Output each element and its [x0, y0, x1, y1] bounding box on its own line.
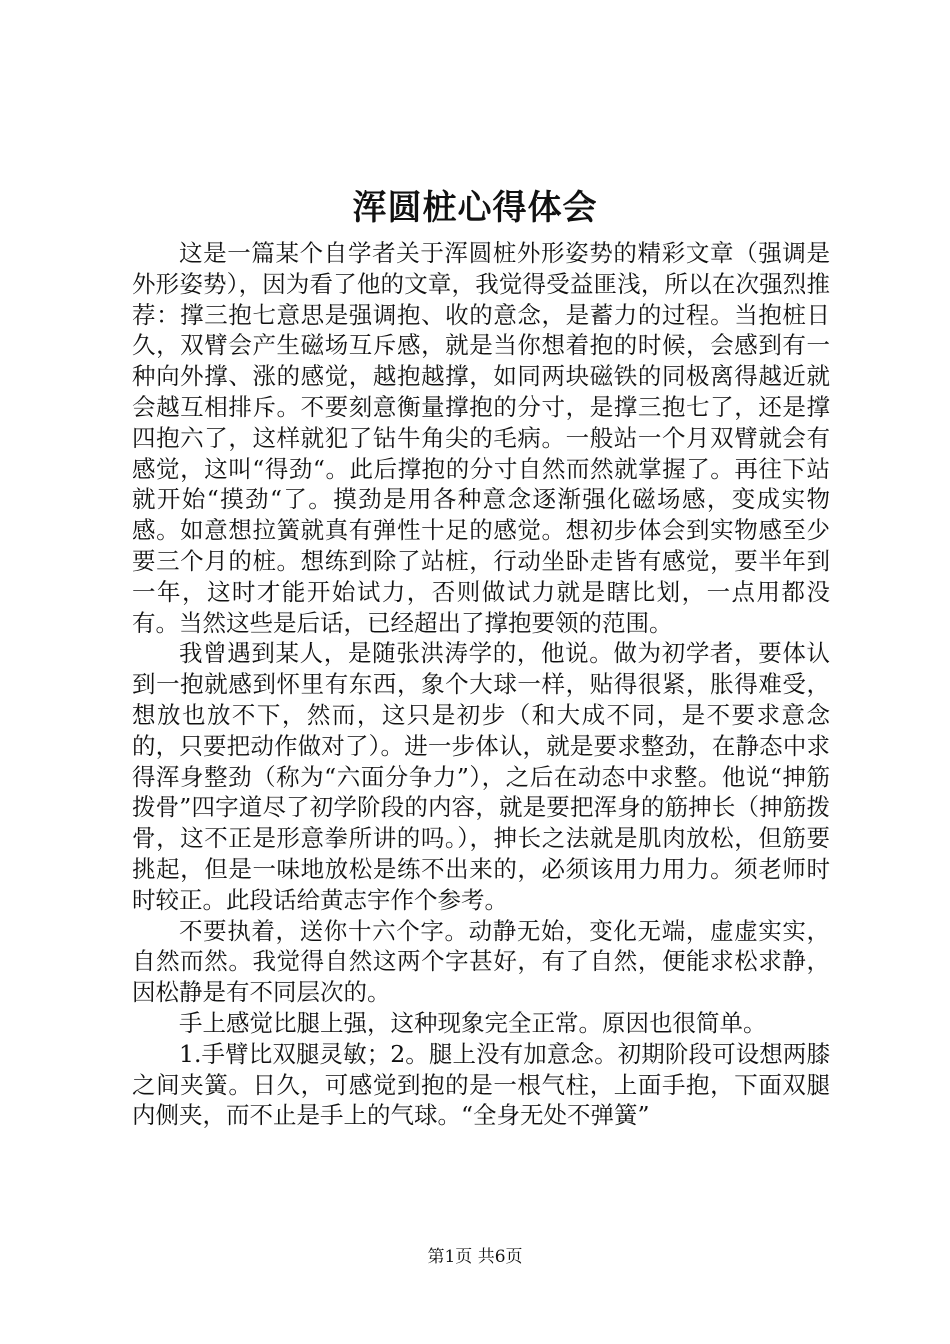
paragraph: 我曾遇到某人，是随张洪涛学的，他说。做为初学者，要体认到一抱就感到怀里有东西，象个大球一样，贴得很紧，胀得难受，想放也放不下，然而，这只是初步（和大成不同，是不要求意念的，只要把动作做对了）。进一步体认，就是要求整劲，在静态中求得浑身整劲（称为“六面分争力”），之后在动态中求整。他说“抻筋拨骨”四字道尽了初学阶段的内容，就是要把浑身的筋抻长（抻筋拨骨，这不正是形意拳所讲的吗。），抻长之法就是肌肉放松，但筋要挑起，但是一味地放松是练不出来的，必须该用力用力。须老师时时较正。此段话给黄志宇作个参考。: [132, 639, 830, 914]
paragraph: 不要执着，送你十六个字。动静无始，变化无端，虚虚实实，自然而然。我觉得自然这两个字甚好，有了自然，便能求松求静，因松静是有不同层次的。: [132, 916, 830, 1007]
paragraph: 这是一篇某个自学者关于浑圆桩外形姿势的精彩文章（强调是外形姿势），因为看了他的文章，我觉得受益匪浅，所以在次强烈推荐：撑三抱七意思是强调抱、收的意念，是蓄力的过程。当抱桩日久，双臂会产生磁场互斥感，就是当你想着抱的时候，会感到有一种向外撑、涨的感觉，越抱越撑，如同两块磁铁的同极离得越近就会越互相排斥。不要刻意衡量撑抱的分寸，是撑三抱七了，还是撑四抱六了，这样就犯了钻牛角尖的毛病。一般站一个月双臂就会有感觉，这叫“得劲“。此后撑抱的分寸自然而然就掌握了。再往下站就开始“摸劲“了。摸劲是用各种意念逐渐强化磁场感，变成实物感。如意想拉簧就真有弹性十足的感觉。想初步体会到实物感至少要三个月的桩。想练到除了站桩，行动坐卧走皆有感觉，要半年到一年，这时才能开始试力，否则做试力就是瞎比划，一点用都没有。当然这些是后话，已经超出了撑抱要领的范围。: [132, 239, 830, 637]
document-body: [132, 238, 830, 1131]
paragraph: 手上感觉比腿上强，这种现象完全正常。原因也很简单。: [179, 1008, 767, 1037]
paragraph: 1.手臂比双腿灵敏；2。腿上没有加意念。初期阶段可设想两膝之间夹簧。日久，可感觉到抱的是一根气柱，上面手抱，下面双腿内侧夹，而不止是手上的气球。“全身无处不弹簧”: [132, 1039, 830, 1130]
page-title: 浑圆桩心得体会: [352, 188, 598, 228]
page-footer: 第1页 共6页: [427, 1247, 523, 1267]
